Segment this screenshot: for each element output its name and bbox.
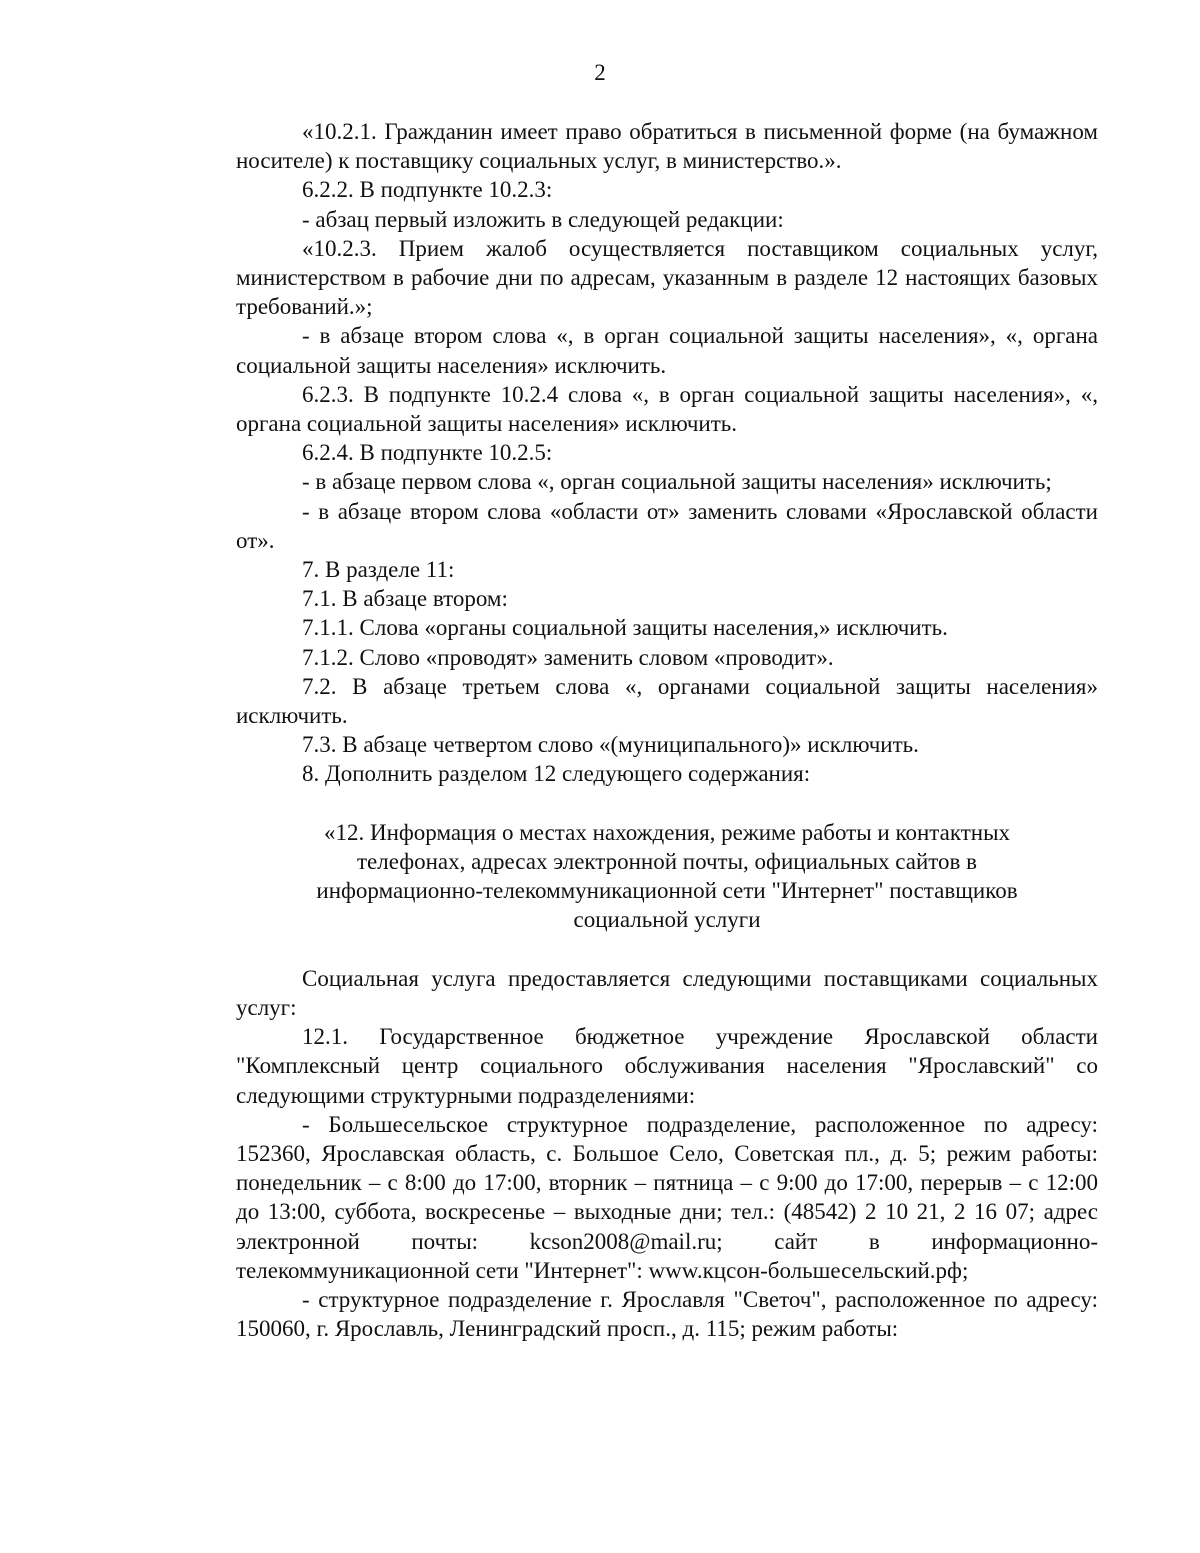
paragraph-8: 8. Дополнить разделом 12 следующего содержания:: [302, 761, 811, 787]
paragraph-10-2-1-text: «10.2.1. Гражданин имеет право обратиться в письменной форме (на бумажном носителе) к поставщику социальных услуг, в министерство.».: [236, 119, 1098, 174]
paragraph-second-abzac-replace: - в абзаце втором слова «области от» заменить словами «Ярославской области от».: [236, 498, 1098, 553]
paragraph-providers-intro: Социальная услуга предоставляется следующими поставщиками социальных услуг:: [236, 965, 1098, 1021]
paragraph-svetoch-division: - структурное подразделение г. Ярославля "Светоч", расположенное по адресу: 150060, г. Ярославль, Ленинградский просп., д. 115; режим работы:: [236, 1287, 1098, 1342]
paragraph-7-1-1: 7.1.1. Слова «органы социальной защиты населения,» исключить.: [302, 615, 948, 641]
paragraph-7-3: 7.3. В абзаце четвертом слово «(муниципального)» исключить.: [302, 732, 919, 758]
paragraph-first-abzac: - абзац первый изложить в следующей редакции:: [302, 206, 784, 232]
document-body: [236, 117, 1098, 1344]
paragraph-6-2-2: 6.2.2. В подпункте 10.2.3:: [302, 177, 553, 203]
paragraph-bolsheselskoe-division: - Большесельское структурное подразделение, расположенное по адресу: 152360, Ярославская область, с. Большое Село, Советская пл., д. 5; режим работы: понедельник – с 8:00 до 17:00, вторник – пятница – с 9:00 до 17:00, перерыв – с 12:00 до 13:00, суббота, воскресенье – выходные дни; тел.: (48542) 2 10 21, 2 16 07; адрес электронной почты: kcson2008@mail.ru; сайт в информационно-телекоммуникационной сети "Интернет": www.кцсон-большесельский.рф;: [236, 1111, 1098, 1283]
section-12-heading: «12. Информация о местах нахождения, режиме работы и контактных телефонах, адресах электронной почты, официальных сайтов в информационно-телекоммуникационной сети "Интернет" поставщиков социальной услуги: [316, 819, 1018, 933]
paragraph-10-2-3-text: «10.2.3. Прием жалоб осуществляется поставщиком социальных услуг, министерством в рабочие дни по адресам, указанным в разделе 12 настоящих базовых требований.»;: [236, 235, 1098, 320]
paragraph-6-2-3: 6.2.3. В подпункте 10.2.4 слова «, в орган социальной защиты населения», «, органа социальной защиты населения» исключить.: [236, 381, 1098, 437]
paragraph-6-2-4: 6.2.4. В подпункте 10.2.5:: [302, 440, 553, 466]
paragraph-first-abzac-exclude: - в абзаце первом слова «, орган социальной защиты населения» исключить;: [302, 469, 1052, 495]
paragraph-7-1-2: 7.1.2. Слово «проводят» заменить словом «проводит».: [302, 644, 834, 670]
page-number: 2: [594, 60, 606, 85]
paragraph-7: 7. В разделе 11:: [302, 557, 455, 583]
paragraph-12-1: 12.1. Государственное бюджетное учреждение Ярославской области "Комплексный центр социального обслуживания населения "Ярославский" со следующими структурными подразделениями:: [236, 1024, 1098, 1108]
paragraph-second-abzac: - в абзаце втором слова «, в орган социальной защиты населения», «, органа социальной защиты населения» исключить.: [236, 323, 1098, 378]
paragraph-7-2: 7.2. В абзаце третьем слова «, органами социальной защиты населения» исключить.: [236, 673, 1098, 729]
paragraph-7-1: 7.1. В абзаце втором:: [302, 586, 508, 612]
